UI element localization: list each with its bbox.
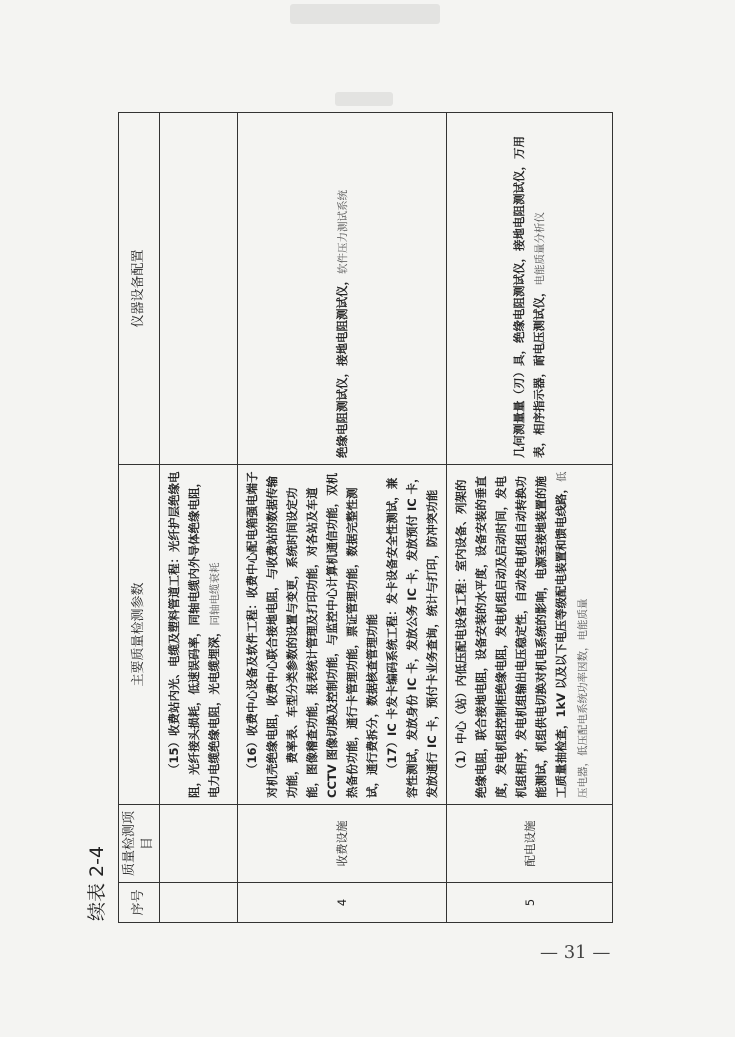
table-row: [447, 113, 613, 923]
param-paragraph: [451, 471, 593, 798]
param-text-light: 同轴电缆衰耗: [209, 562, 221, 626]
param-paragraph: [164, 471, 225, 798]
scan-smudge: [335, 92, 393, 106]
scan-smudge: [290, 4, 440, 24]
cell-index: 4: [238, 883, 447, 923]
equipment-text: 绝缘电阻测试仪，接地电阻测试仪，: [334, 274, 349, 458]
cell-index: [160, 883, 238, 923]
table-header-row: [119, 113, 160, 923]
cell-params: [160, 465, 238, 805]
equipment-text-light: 电能质量分析仪: [534, 212, 546, 286]
header-index: 序号: [119, 883, 160, 923]
equipment-text: 几何测量量（刃）具，绝缘电阻测试仪，接地电阻测试仪，万用表，相序指示器，耐电压测试仪，: [512, 136, 546, 458]
cell-equipment: [160, 113, 238, 465]
header-equipment: 仪器设备配置: [119, 113, 160, 465]
header-item: 质量检测项目: [119, 805, 160, 883]
param-text-light: 低压电器，低压配电系统功率因数，电能质量: [556, 471, 589, 798]
rotated-table-container: [86, 113, 613, 923]
cell-equipment: [238, 113, 447, 465]
cell-params: [238, 465, 447, 805]
cell-item: 收费设施: [238, 805, 447, 883]
param-paragraph: [382, 471, 442, 798]
param-text: （16）收费中心设备及软件工程：收费中心配电箱强电端子对机壳绝缘电阻，收费中心联合接地电阻，与收费站的数据传输功能，费率表、车型分类参数的设置与变更，系统时间设定功能，图像稽查功能，报表统计管理及打印功能，对各站及车道 CCTV 图像切换及控制功能，与监控中心计算机通信功能，双机热备份功能，通行卡管理功能，票证管理功能，数据完整性测试，通行费拆分，数据核查管理功能: [245, 471, 379, 798]
cell-item: 配电设施: [447, 805, 613, 883]
param-text: （15）收费站内光、电缆及塑料管道工程：光纤护层绝缘电阻，光纤接头损耗，低速误码率，同轴电缆内外导体绝缘电阻，电力电缆绝缘电阻，光电缆埋深，: [167, 471, 221, 798]
equipment-text-light: 软件压力测试系统: [336, 190, 349, 274]
cell-params: [447, 465, 613, 805]
cell-item: [160, 805, 238, 883]
inspection-table: [118, 112, 613, 923]
table-caption: 续表 2-4: [86, 845, 108, 921]
param-text: （17）IC 卡发卡编码系统工程：发卡设备安全性测试，兼容性测试，发放身份 IC 卡，发放公务 IC 卡，发放预付 IC 卡，发放通行 IC 卡，预付卡业务查询，统计与打印，防冲突功能: [385, 471, 439, 798]
page-number: — 31 —: [540, 942, 611, 963]
header-params: 主要质量检测参数: [119, 465, 160, 805]
table-row: [160, 113, 238, 923]
cell-equipment: [447, 113, 613, 465]
param-paragraph: [242, 471, 382, 798]
param-text: （1）中心（站）内低压配电设备工程：室内设备、列架的绝缘电阻，联合接地电阻，设备安装的水平度，设备安装的垂直度，发电机组控制柜绝缘电阻，发电机组启动及启动时间，发电机组相序，发电机组输出电压稳定性，自动发电机组自动转换功能测试，机组供电切换对机电系统的影响，电源室接地装置的施工质量抽检查，1kV 以及以下电压等级配电装置和馈电线路，: [454, 476, 568, 798]
cell-index: 5: [447, 883, 613, 923]
table-row: [238, 113, 447, 923]
